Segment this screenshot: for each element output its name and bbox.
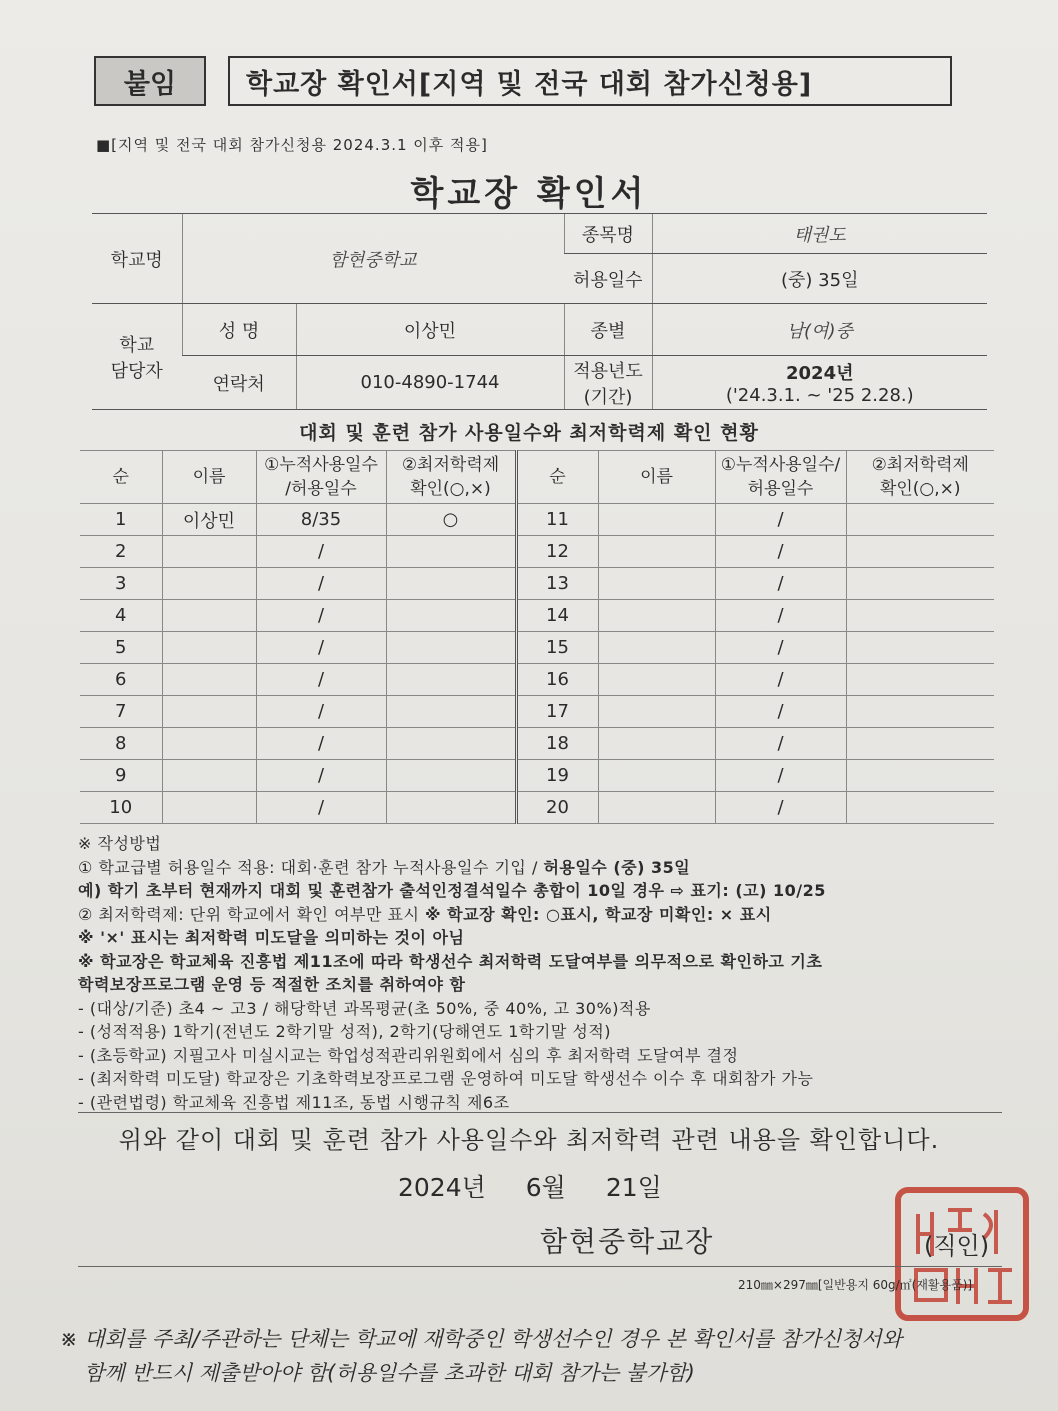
year-label	[564, 356, 652, 410]
row-no: 6	[80, 664, 162, 696]
row-days-right: /	[715, 696, 846, 728]
school-name-value: 함현중학교	[182, 214, 564, 304]
row-name-right	[598, 504, 715, 536]
contact-label: 연락처	[182, 356, 296, 410]
participation-table	[80, 450, 994, 824]
contact-value: 010-4890-1744	[296, 356, 564, 410]
header-days-right-line1: ①누적사용일수/	[720, 455, 841, 475]
person-name-value: 이상민	[296, 304, 564, 356]
note-2-principal-2: 학력보장프로그램 운영 등 적절한 조치를 취하여야 함	[78, 975, 466, 994]
allowed-days-label: 허용일수	[564, 254, 652, 304]
application-note: ■[지역 및 전국 대회 참가신청용 2024.3.1 이후 적용]	[96, 136, 488, 154]
row-check-right	[846, 760, 994, 792]
detail-target: - (대상/기준) 초4 ~ 고3 / 해당학년 과목평균(초 50%, 중 40%, 고 30%)적용	[78, 998, 651, 1018]
info-table	[92, 213, 987, 410]
row-days: /	[256, 600, 386, 632]
header-title: 학교장 확인서[지역 및 전국 대회 참가신청용]	[228, 56, 952, 106]
row-days: 8/35	[256, 504, 386, 536]
row-days-right: /	[715, 664, 846, 696]
table-row	[80, 760, 994, 792]
row-check	[386, 568, 516, 600]
note-1-text: ① 학교급별 허용일수 적용: 대회·훈련 참가 누적사용일수 기입 /	[78, 857, 544, 877]
row-name-right	[598, 760, 715, 792]
year-label-line2: (기간)	[583, 386, 633, 408]
row-days-right: /	[715, 728, 846, 760]
school-name-label: 학교명	[92, 214, 182, 304]
row-no: 1	[80, 504, 162, 536]
issue-date	[398, 1168, 662, 1204]
row-name: 이상민	[162, 504, 256, 536]
row-days: /	[256, 792, 386, 824]
gender-value: 남(여)중	[652, 304, 987, 356]
row-no-right: 12	[516, 536, 598, 568]
row-name	[162, 600, 256, 632]
header-min-right	[846, 451, 994, 504]
manager-label-line2: 담당자	[110, 360, 163, 382]
row-no: 8	[80, 728, 162, 760]
allowed-days-value: (중) 35일	[652, 254, 987, 304]
row-check	[386, 728, 516, 760]
detail-unmet: - (최저학력 미도달) 학교장은 기초학력보장프로그램 운영하여 미도달 학생선수 이수 후 대회참가 가능	[78, 1069, 814, 1088]
row-name	[162, 536, 256, 568]
header-bar	[94, 56, 813, 108]
row-no-right: 19	[516, 760, 598, 792]
date-year: 2024년	[398, 1173, 486, 1202]
divider	[78, 1112, 1002, 1113]
table-row	[80, 600, 994, 632]
row-check	[386, 664, 516, 696]
divider-bottom	[78, 1266, 1002, 1267]
note-2-text: ② 최저학력제: 단위 학교에서 확인 여부만 표시	[78, 904, 426, 924]
header-min-right-line2: 확인(○,×)	[879, 479, 961, 499]
row-days: /	[256, 536, 386, 568]
note-1	[78, 856, 1018, 880]
row-days-right: /	[715, 568, 846, 600]
year-label-line1: 적용년도	[573, 360, 643, 382]
row-name-right	[598, 664, 715, 696]
row-name	[162, 760, 256, 792]
row-name	[162, 632, 256, 664]
row-check-right	[846, 536, 994, 568]
manager-label	[92, 304, 182, 410]
row-check	[386, 600, 516, 632]
header-name: 이름	[162, 451, 256, 504]
row-name-right	[598, 600, 715, 632]
person-name-label: 성 명	[182, 304, 296, 356]
footer-line-2: 함께 반드시 제출받아야 함(허용일수를 초과한 대회 참가는 불가함)	[84, 1361, 695, 1385]
row-check: ○	[386, 504, 516, 536]
participation-title: 대회 및 훈련 참가 사용일수와 최저학력제 확인 현황	[299, 422, 759, 444]
row-name-right	[598, 632, 715, 664]
event-label: 종목명	[564, 214, 652, 254]
row-no-right: 18	[516, 728, 598, 760]
row-check-right	[846, 728, 994, 760]
header-min-right-line1: ②최저학력제	[871, 455, 969, 475]
row-no: 4	[80, 600, 162, 632]
row-name	[162, 568, 256, 600]
header-min-line2: 확인(○,×)	[410, 479, 491, 499]
document-title: 학교장 확인서	[410, 174, 648, 214]
paper-size-note: 210㎜×297㎜[일반용지 60g/㎡(재활용품)]	[738, 1278, 973, 1292]
row-days: /	[256, 696, 386, 728]
row-no: 2	[80, 536, 162, 568]
row-check-right	[846, 664, 994, 696]
note-1-example: 예) 학기 초부터 현재까지 대회 및 훈련참가 출석인정결석일수 총합이 10일 경우 ⇨ 표기: (고) 10/25	[78, 881, 826, 900]
header-min-line1: ②최저학력제	[401, 455, 500, 475]
table-row	[80, 696, 994, 728]
row-no: 9	[80, 760, 162, 792]
table-row	[80, 632, 994, 664]
note-2-principal-1: ※ 학교장은 학교체육 진흥법 제11조에 따라 학생선수 최저학력 도달여부를 의무적으로 확인하고 기초	[78, 951, 823, 971]
row-check	[386, 792, 516, 824]
gender-label: 종별	[564, 304, 652, 356]
row-no-right: 16	[516, 664, 598, 696]
row-name-right	[598, 568, 715, 600]
row-no: 10	[80, 792, 162, 824]
detail-law: - (관련법령) 학교체육 진흥법 제11조, 동법 시행규칙 제6조	[78, 1092, 510, 1112]
table-row	[80, 504, 994, 536]
confirmation-text: 위와 같이 대회 및 훈련 참가 사용일수와 최저학력 관련 내용을 확인합니다.	[118, 1126, 940, 1154]
detail-elementary: - (초등학교) 지필고사 미실시교는 학업성적관리위원회에서 심의 후 최저학력 도달여부 결정	[78, 1045, 739, 1065]
table-row	[80, 568, 994, 600]
year-value-line1: 2024년	[786, 363, 854, 384]
row-days: /	[256, 664, 386, 696]
row-days-right: /	[715, 632, 846, 664]
date-month: 6월	[525, 1173, 566, 1202]
instructions	[78, 832, 1018, 1114]
header-days-line2: /허용일수	[285, 479, 357, 499]
attachment-tag: 붙임	[94, 56, 206, 106]
row-days: /	[256, 728, 386, 760]
table-row	[80, 536, 994, 568]
header-days	[256, 451, 386, 504]
row-check	[386, 632, 516, 664]
detail-grades: - (성적적용) 1학기(전년도 2학기말 성적), 2학기(당해연도 1학기말 성적)	[78, 1022, 612, 1041]
row-no-right: 17	[516, 696, 598, 728]
date-day: 21일	[605, 1173, 662, 1202]
row-no: 3	[80, 568, 162, 600]
header-no: 순	[80, 451, 162, 504]
row-name-right	[598, 728, 715, 760]
row-check-right	[846, 696, 994, 728]
manager-label-line1: 학교	[119, 334, 155, 356]
row-no-right: 14	[516, 600, 598, 632]
footer-note	[60, 1322, 1020, 1390]
footer-line-1: ※ 대회를 주최/주관하는 단체는 학교에 재학중인 학생선수인 경우 본 확인서를 참가신청서와	[60, 1327, 903, 1351]
header-no-right: 순	[516, 451, 598, 504]
note-1-bold: 허용일수 (중) 35일	[543, 857, 691, 877]
header-days-line1: ①누적사용일수	[264, 455, 378, 475]
row-no-right: 13	[516, 568, 598, 600]
table-row	[80, 664, 994, 696]
row-name	[162, 792, 256, 824]
row-days: /	[256, 632, 386, 664]
row-check-right	[846, 568, 994, 600]
row-days: /	[256, 568, 386, 600]
row-no-right: 20	[516, 792, 598, 824]
row-days-right: /	[715, 504, 846, 536]
row-no: 5	[80, 632, 162, 664]
seal-label: (직인)	[924, 1232, 990, 1260]
row-days-right: /	[715, 536, 846, 568]
header-name-right: 이름	[598, 451, 715, 504]
row-check	[386, 536, 516, 568]
row-name-right	[598, 536, 715, 568]
row-name	[162, 696, 256, 728]
row-no-right: 11	[516, 504, 598, 536]
row-no-right: 15	[516, 632, 598, 664]
table-row	[80, 728, 994, 760]
row-check	[386, 696, 516, 728]
note-2	[78, 903, 1018, 927]
note-2-x: ※ '×' 표시는 최저학력 미도달을 의미하는 것이 아님	[78, 928, 465, 947]
row-days-right: /	[715, 760, 846, 792]
note-2-bold: ※ 학교장 확인: ○표시, 학교장 미확인: × 표시	[425, 904, 772, 924]
row-name-right	[598, 696, 715, 728]
row-name-right	[598, 792, 715, 824]
table-row	[80, 792, 994, 824]
event-value: 태권도	[652, 214, 987, 254]
period-value: ('24.3.1. ~ '25 2.28.)	[725, 385, 914, 406]
row-days-right: /	[715, 600, 846, 632]
principal-name: 함현중학교장	[540, 1225, 715, 1258]
header-days-right-line2: 허용일수	[747, 479, 814, 499]
row-check-right	[846, 504, 994, 536]
header-days-right	[715, 451, 846, 504]
row-name	[162, 664, 256, 696]
row-no: 7	[80, 696, 162, 728]
row-days: /	[256, 760, 386, 792]
row-check	[386, 760, 516, 792]
row-check-right	[846, 600, 994, 632]
year-value	[652, 356, 987, 410]
instructions-heading: ※ 작성방법	[78, 834, 162, 853]
row-check-right	[846, 632, 994, 664]
row-check-right	[846, 792, 994, 824]
header-min	[386, 451, 516, 504]
row-days-right: /	[715, 792, 846, 824]
row-name	[162, 728, 256, 760]
